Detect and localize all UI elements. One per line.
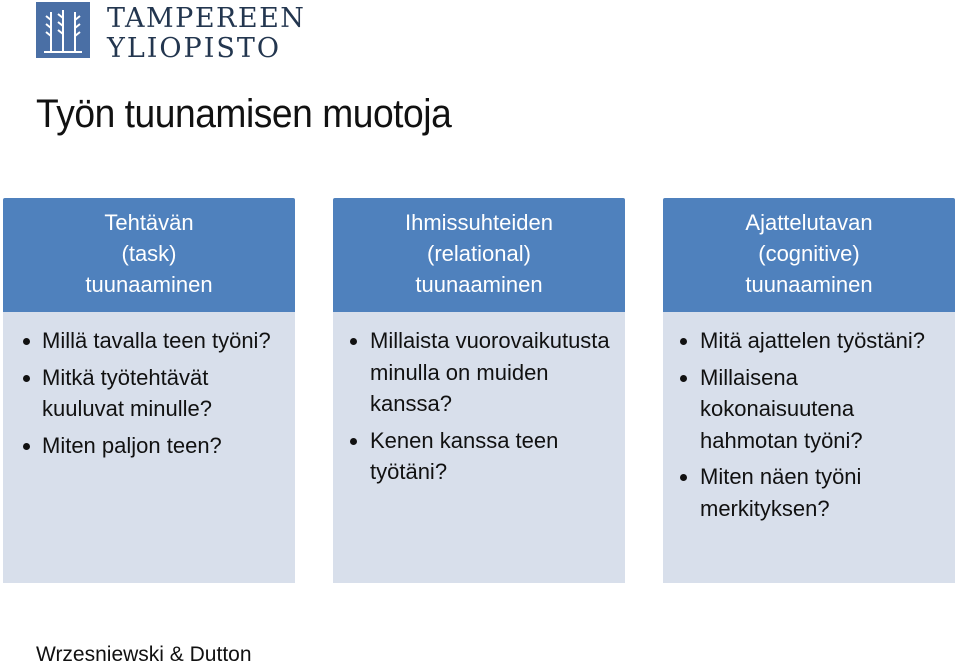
column-body (663, 312, 955, 583)
list-item: Kenen kanssa teen työtäni? (333, 425, 625, 488)
column-body (3, 312, 295, 583)
column-header (3, 198, 295, 312)
list-item: Mitä ajattelen työstäni? (663, 325, 955, 357)
header-line: tuunaaminen (85, 272, 213, 297)
list-item: Millaista vuorovaikutusta minulla on muiden kanssa? (333, 325, 625, 420)
header-line: Ajattelutavan (745, 210, 873, 235)
column-body (333, 312, 625, 583)
header-line: (task) (121, 241, 177, 266)
header-line: tuunaaminen (745, 272, 873, 297)
column-cognitive (663, 198, 955, 583)
header-line: tuunaaminen (415, 272, 543, 297)
header-line: Tehtävän (104, 210, 194, 235)
logo-emblem-icon (36, 2, 90, 58)
university-logo (36, 2, 306, 64)
slide-title: Työn tuunamisen muotoja (36, 92, 452, 136)
column-header (663, 198, 955, 312)
logo-wordmark (107, 2, 305, 62)
column-task (3, 198, 295, 583)
list-item: Millä tavalla teen työni? (3, 325, 295, 357)
list-item: Millaisena kokonaisuutena hahmotan työni? (663, 362, 955, 457)
logo-line-2: YLIOPISTO (107, 33, 282, 64)
list-item: Miten näen työni merkityksen? (663, 461, 955, 524)
header-line: (relational) (427, 241, 531, 266)
list-item: Mitkä työtehtävät kuuluvat minulle? (3, 362, 295, 425)
logo-line-1: TAMPEREEN (107, 3, 306, 34)
header-line: (cognitive) (758, 241, 860, 266)
header-line: Ihmissuhteiden (405, 210, 553, 235)
source-citation: Wrzesniewski & Dutton (36, 643, 252, 666)
list-item: Miten paljon teen? (3, 430, 295, 462)
column-relational (333, 198, 625, 583)
column-header (333, 198, 625, 312)
